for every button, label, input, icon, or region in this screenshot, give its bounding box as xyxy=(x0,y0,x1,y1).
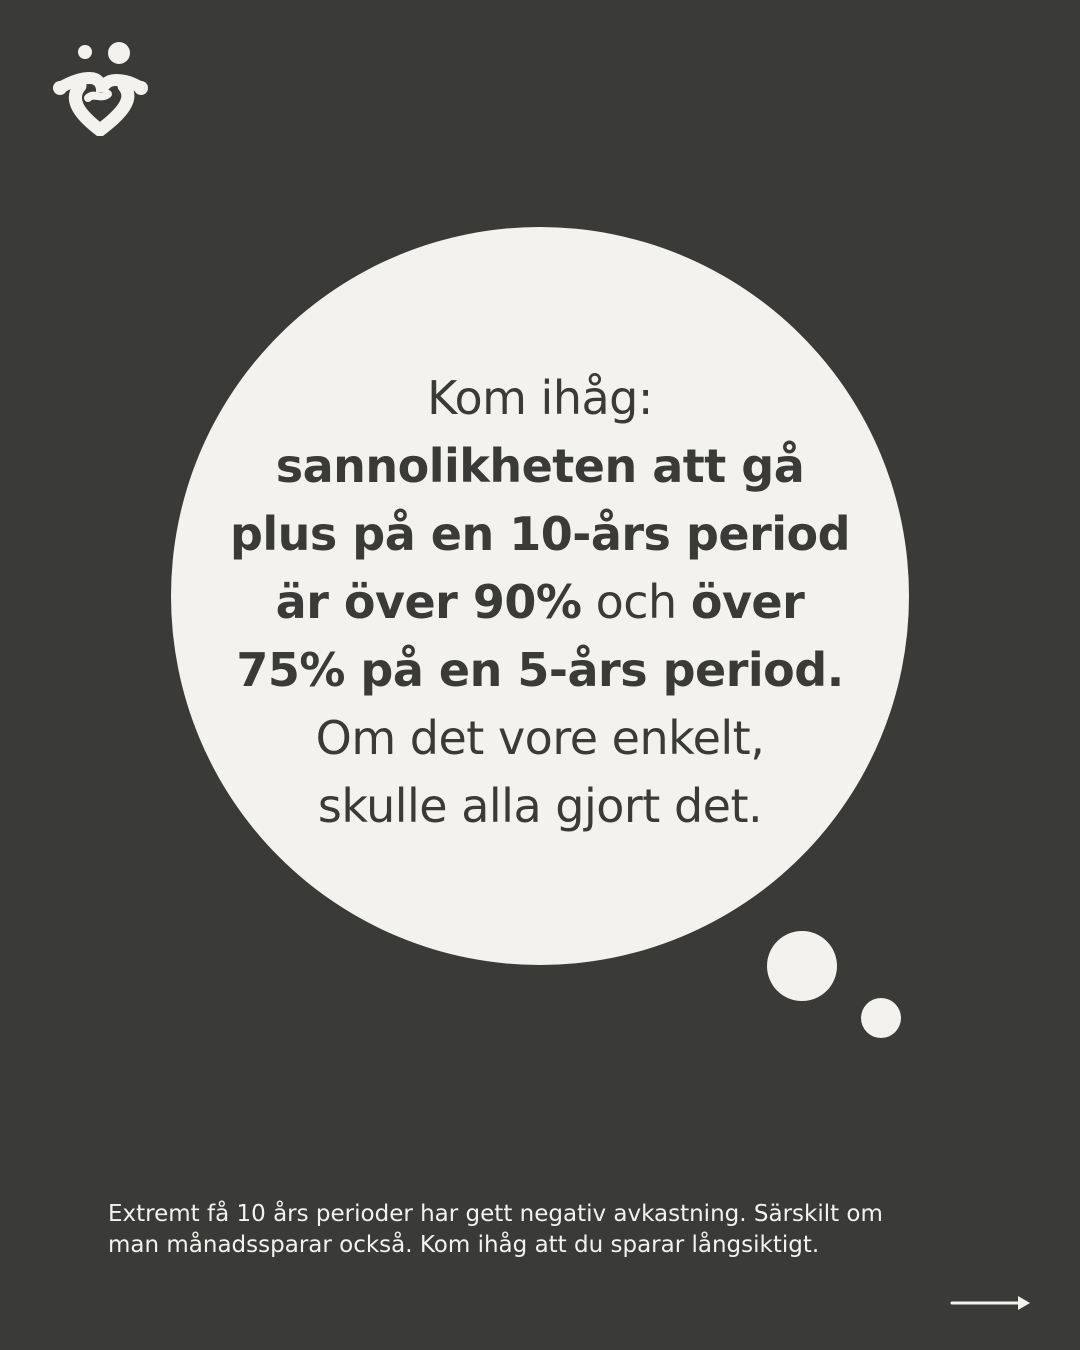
footnote-line-1: Extremt få 10 års perioder har gett negativ avkastning. Särskilt om xyxy=(108,1201,883,1227)
quote-line-5: 75% på en 5-års period. xyxy=(236,643,844,697)
quote-line-6: Om det vore enkelt, xyxy=(315,711,765,765)
brand-logo xyxy=(50,42,152,136)
thought-dot-small xyxy=(861,998,901,1038)
quote-line-4-light: och xyxy=(581,575,691,629)
quote-line-1: Kom ihåg: xyxy=(427,371,653,425)
quote-line-4-bold-b: över xyxy=(690,575,805,629)
heart-people-logo-icon xyxy=(50,42,152,136)
next-arrow-button[interactable] xyxy=(950,1293,1034,1313)
quote-line-4-bold-a: är över 90% xyxy=(275,575,582,629)
thought-dot-large xyxy=(767,931,837,1001)
footnote-text xyxy=(108,1199,968,1261)
quote-line-7: skulle alla gjort det. xyxy=(317,779,763,833)
arrow-right-icon xyxy=(950,1293,1034,1313)
quote-line-3: plus på en 10-års period xyxy=(229,507,851,561)
quote-text xyxy=(171,364,909,840)
quote-line-4 xyxy=(171,568,909,636)
footnote-line-2: man månadssparar också. Kom ihåg att du sparar långsiktigt. xyxy=(108,1232,820,1258)
quote-line-2: sannolikheten att gå xyxy=(275,439,805,493)
